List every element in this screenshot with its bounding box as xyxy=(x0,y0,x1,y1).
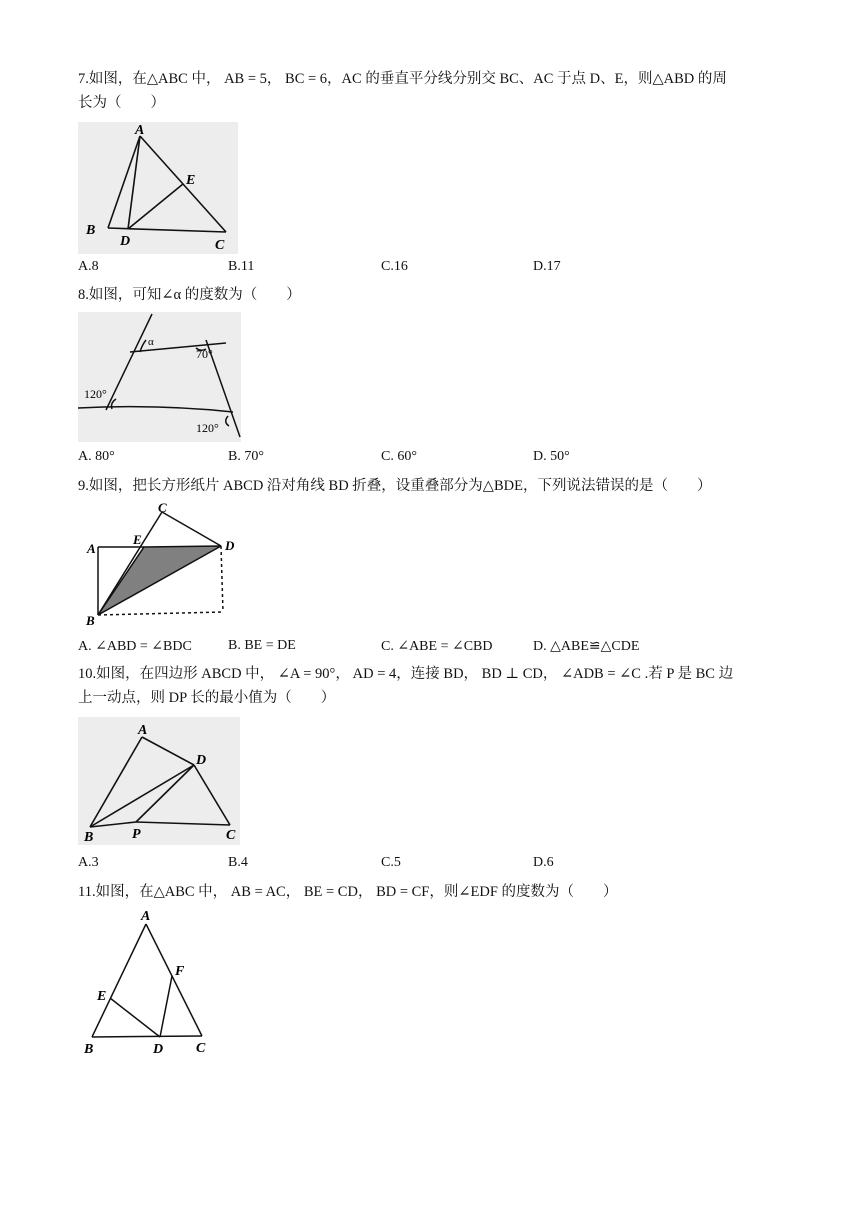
q10-option-d[interactable]: D.6 xyxy=(533,855,554,870)
question-7 xyxy=(78,67,783,115)
q10-label-c: C xyxy=(226,828,236,843)
q11-label-d: D xyxy=(153,1042,164,1057)
q7-label-c: C xyxy=(215,238,225,253)
q8-label-120-right: 120° xyxy=(196,421,219,435)
q10-label-p: P xyxy=(132,827,141,842)
q9-label-e: E xyxy=(133,532,142,547)
q7-label-b: B xyxy=(86,223,96,238)
question-8-options xyxy=(78,449,778,471)
q11-label-e: E xyxy=(97,989,107,1004)
q8-label-alpha: α xyxy=(148,336,154,348)
q7-label-e: E xyxy=(186,173,196,188)
question-11 xyxy=(78,880,783,904)
q9-option-a[interactable]: A. ∠ABD = ∠BDC xyxy=(78,639,192,654)
question-8-figure xyxy=(78,312,241,442)
q8-label-70: 70° xyxy=(196,347,213,361)
q10-option-a[interactable]: A.3 xyxy=(78,855,99,870)
q9-label-c: C xyxy=(158,500,167,515)
q8-option-b[interactable]: B. 70° xyxy=(228,449,264,464)
q10-label-b: B xyxy=(84,830,94,845)
question-9 xyxy=(78,474,783,498)
question-10-stem-line1: 10.如图，在四边形 ABCD 中， ∠A = 90°， AD = 4，连接 BD， BD ⊥ CD， ∠ADB = ∠C .若 P 是 BC 边 xyxy=(78,666,734,682)
q9-option-c[interactable]: C. ∠ABE = ∠CBD xyxy=(381,639,493,654)
question-8 xyxy=(78,283,783,307)
question-9-figure xyxy=(78,500,248,628)
q9-option-d[interactable]: D. △ABE≌△CDE xyxy=(533,639,640,654)
question-7-stem-line1: 7.如图，在△ABC 中， AB = 5， BC = 6，AC 的垂直平分线分别交 BC、AC 于点 D、E，则△ABD 的周 xyxy=(78,71,727,87)
question-10-options xyxy=(78,855,778,877)
question-7-stem-line2: 长为（ ） xyxy=(78,95,165,111)
q7-option-a[interactable]: A.8 xyxy=(78,259,99,274)
question-7-options xyxy=(78,259,778,281)
q8-option-a[interactable]: A. 80° xyxy=(78,449,115,464)
q10-option-c[interactable]: C.5 xyxy=(381,855,401,870)
q9-label-a: A xyxy=(87,541,96,556)
question-10 xyxy=(78,662,783,710)
question-10-stem-line2: 上一动点，则 DP 长的最小值为（ ） xyxy=(78,690,336,706)
question-9-stem-line1: 9.如图，把长方形纸片 ABCD 沿对角线 BD 折叠，设重叠部分为△BDE，下列说法错误的是（ ） xyxy=(78,478,712,494)
q11-label-c: C xyxy=(196,1041,206,1056)
question-7-figure xyxy=(78,122,238,254)
question-9-options xyxy=(78,638,778,660)
q9-label-b: B xyxy=(86,613,95,628)
q8-option-d[interactable]: D. 50° xyxy=(533,449,570,464)
q8-option-c[interactable]: C. 60° xyxy=(381,449,417,464)
q7-option-c[interactable]: C.16 xyxy=(381,259,408,274)
question-11-figure xyxy=(78,906,218,1058)
q7-label-a: A xyxy=(135,123,145,138)
q7-label-d: D xyxy=(120,234,131,249)
q9-option-b[interactable]: B. BE = DE xyxy=(228,638,296,653)
q8-label-120-left: 120° xyxy=(84,387,107,401)
question-8-stem-line1: 8.如图，可知∠α 的度数为（ ） xyxy=(78,287,301,303)
question-11-stem-line1: 11.如图，在△ABC 中， AB = AC， BE = CD， BD = CF，则∠EDF 的度数为（ ） xyxy=(78,884,618,900)
q11-label-a: A xyxy=(141,909,151,924)
question-10-figure xyxy=(78,717,240,845)
q7-option-d[interactable]: D.17 xyxy=(533,259,561,274)
q10-label-a: A xyxy=(138,723,148,738)
q11-label-f: F xyxy=(175,964,185,979)
q9-label-d: D xyxy=(225,538,235,553)
q7-option-b[interactable]: B.11 xyxy=(228,259,255,274)
q10-label-d: D xyxy=(196,753,207,768)
q10-option-b[interactable]: B.4 xyxy=(228,855,248,870)
q11-label-b: B xyxy=(84,1042,94,1057)
